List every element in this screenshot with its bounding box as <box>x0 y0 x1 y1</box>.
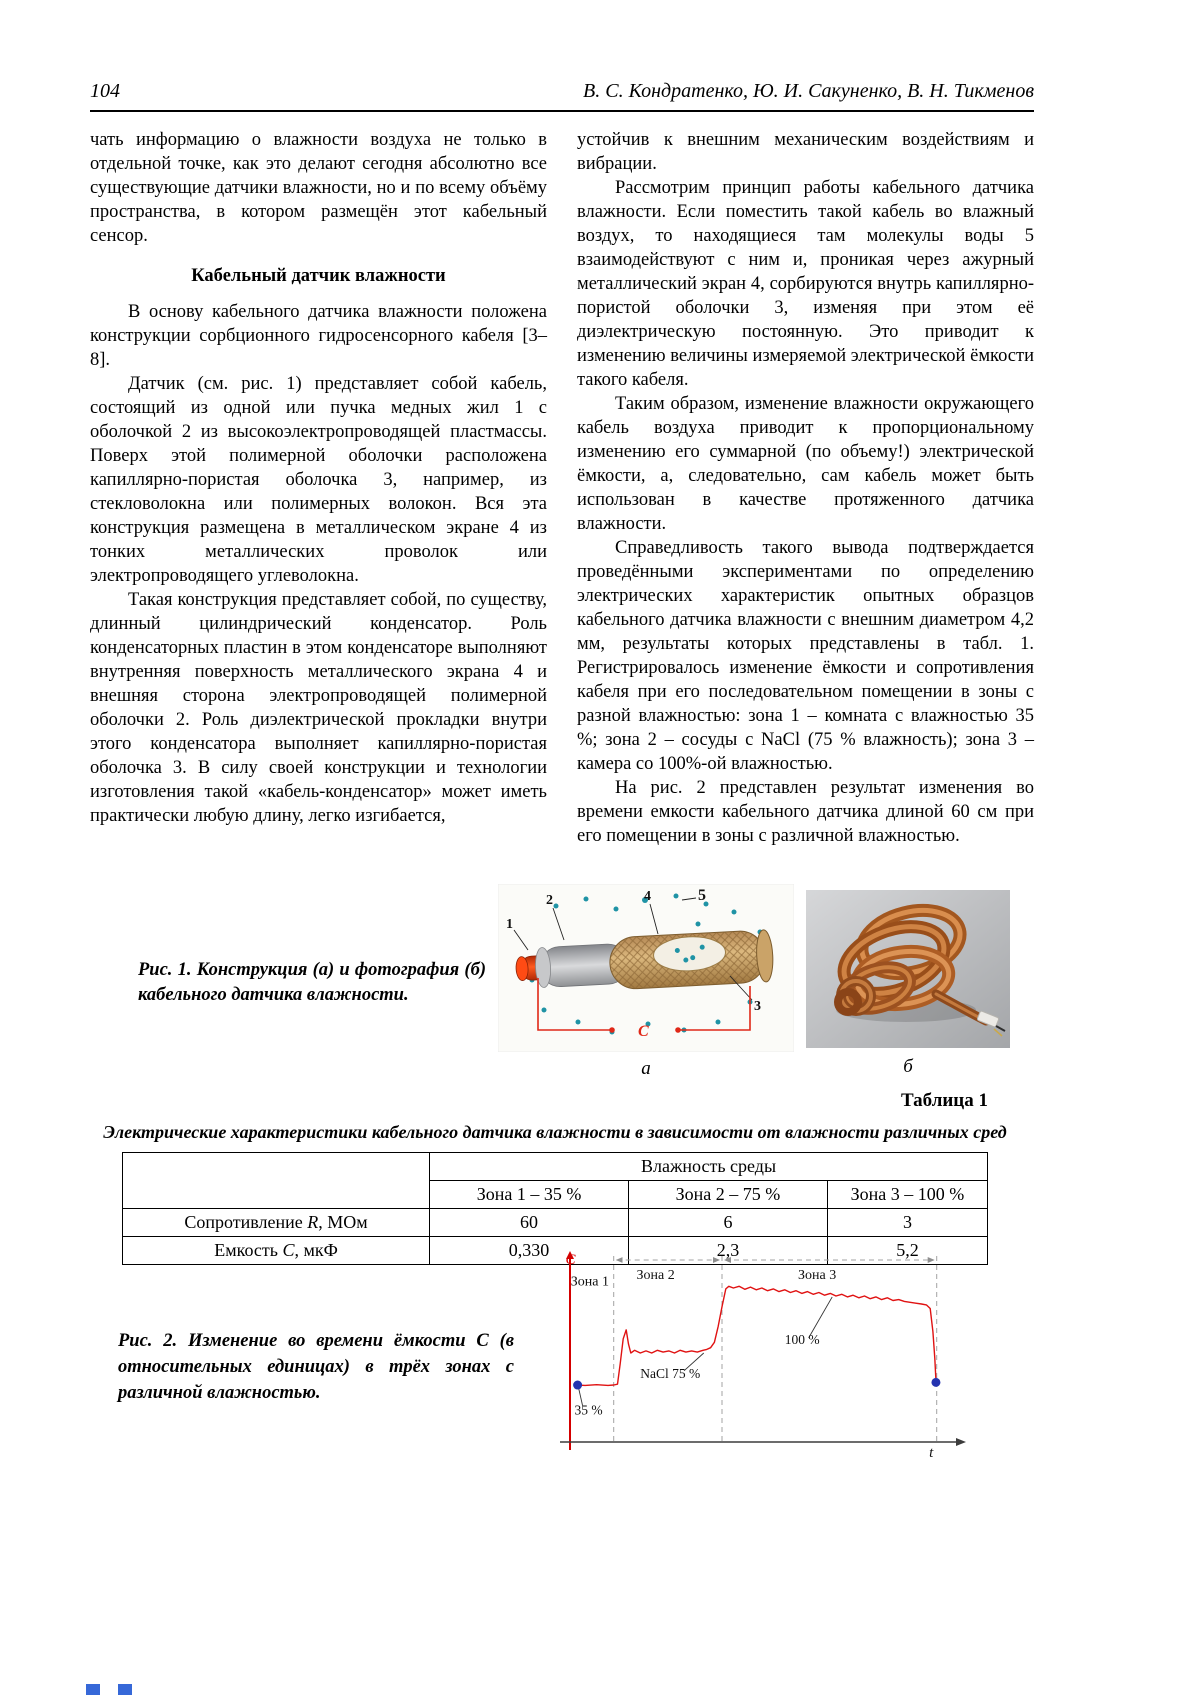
part-label-2: 2 <box>546 893 553 908</box>
page-header <box>90 80 1034 112</box>
zone-3-header-cell: Зона 3 – 100 % <box>827 1181 987 1209</box>
body-columns <box>90 128 1034 848</box>
group-header-cell: Влажность среды <box>430 1153 988 1181</box>
capacitance-label: C <box>638 1023 649 1040</box>
figure-2-chart <box>540 1250 968 1462</box>
svg-text:t: t <box>929 1445 934 1462</box>
artifact-mark <box>86 1684 100 1695</box>
paragraph: Рассмотрим принцип работы кабельного датчика влажности. Если поместить такой кабель во влажный воздух, то находящиеся там молекулы воды 5 взаимодействуют с ним и, проникая через ажурный металлический экран 4, сорбируются внутрь капиллярно-пористой оболочки 3, изменяя при этом её диэлектрическую постоянную. Это приводит к изменению величины измеряемой электрической ёмкости такого кабеля. <box>577 178 1034 390</box>
value-cell: 6 <box>629 1209 828 1237</box>
table-1-caption: Электрические характеристики кабельного датчика влажности в зависимости от влажности различных сред <box>103 1122 1007 1142</box>
authors: В. С. Кондратенко, Ю. И. Сакуненко, В. Н. Тикменов <box>583 80 1034 102</box>
svg-text:Зона 3: Зона 3 <box>798 1268 837 1284</box>
paragraph: Датчик (см. рис. 1) представляет собой кабель, состоящий из одной или пучка медных жил 1 с оболочкой 2 из высокоэлектропроводящей пластмассы. Поверх этой полимерной оболочки расположена капиллярно-пористая оболочка 3, например, из стекловолокна или полимерных волокон. Вся эта конструкция размещена в металлическом экране 4 из тонких металлических проволок или электропроводящего углеволокна. <box>90 374 547 586</box>
table-row <box>123 1209 988 1237</box>
paragraph: На рис. 2 представлен результат изменения во времени емкости кабельного датчика длиной 60 см при его помещении в зоны с различной влажностью. <box>577 778 1034 846</box>
table-1-title: Таблица 1 <box>900 1090 988 1111</box>
value-cell: 60 <box>430 1209 629 1237</box>
circuit-node <box>609 1027 615 1033</box>
row-label-cell <box>123 1237 430 1265</box>
part-label-5: 5 <box>698 887 706 904</box>
zone-1-header-cell: Зона 1 – 35 % <box>430 1181 629 1209</box>
paragraph: Справедливость такого вывода подтверждается проведёнными экспериментами по определению электрических характеристик опытных образцов кабельного датчика влажности с внешним диаметром 4,2 мм, результаты которых представлены в табл. 1. Регистрировалось изменение ёмкости и сопротивления кабеля при его последовательном помещении в зоны с разной влажностью: зона 1 – комната с влажностью 35 %; зона 2 – сосуды с NaCl (75 % влажность); зона 3 – камера со 100%-ой влажностью. <box>577 538 1034 774</box>
table-corner-cell <box>123 1153 430 1209</box>
label-variable: С <box>282 1240 295 1260</box>
part-label-1: 1 <box>506 917 513 932</box>
paragraph: Таким образом, изменение влажности окружающего кабель воздуха приводит к пропорциональному изменению его суммарной (по объему!) электрической ёмкости, а, следовательно, сам кабель может быть использован в качестве протяженного датчика влажности. <box>577 394 1034 534</box>
svg-text:Зона 2: Зона 2 <box>636 1268 675 1284</box>
value-cell: 3 <box>827 1209 987 1237</box>
section-heading: Кабельный датчик влажности <box>191 266 446 286</box>
page-number: 104 <box>90 80 120 102</box>
svg-text:100 %: 100 % <box>784 1332 820 1348</box>
artifact-mark <box>118 1684 132 1695</box>
zone-2-header-cell: Зона 2 – 75 % <box>629 1181 828 1209</box>
paragraph: Такая конструкция представляет собой, по существу, длинный цилиндрический конденсатор. Роль конденсаторных пластин в этом конденсаторе выполняют внутренняя поверхность металлического экрана 4 и внешняя сторона электропроводящей полимерной оболочки 2. Роль диэлектрической прокладки внутри этого конденсатора выполняет капиллярно-пористая оболочка 3. В силу своей конструкции и технологии изготовления такой «кабель-конденсатор» может иметь практически любую длину, легко изгибается, <box>90 590 547 826</box>
table-1 <box>122 1152 988 1265</box>
svg-text:C: C <box>565 1252 576 1268</box>
label-fragment: Емкость <box>214 1240 283 1260</box>
label-fragment: , МОм <box>318 1212 368 1232</box>
figure-1 <box>90 878 1034 1098</box>
value-cell: 0,330 <box>430 1237 629 1265</box>
figure-1b-sublabel: б <box>903 1056 913 1077</box>
right-column <box>577 128 1034 848</box>
label-fragment: Сопротивление <box>184 1212 308 1232</box>
label-fragment: , мкФ <box>294 1240 338 1260</box>
label-variable: R <box>307 1212 319 1232</box>
value-cell: 2,3 <box>629 1237 828 1265</box>
svg-text:35 %: 35 % <box>574 1402 603 1418</box>
paragraph: В основу кабельного датчика влажности положена конструкции сорбционного гидросенсорного кабеля [3–8]. <box>90 302 547 370</box>
row-label-cell <box>123 1209 430 1237</box>
part-label-4: 4 <box>644 889 651 904</box>
svg-text:NaCl 75 %: NaCl 75 % <box>640 1365 701 1381</box>
figure-1b-photo <box>806 890 1010 1048</box>
part-label-3: 3 <box>754 999 761 1014</box>
figure-1a-sublabel: а <box>641 1058 651 1079</box>
paragraph: чать информацию о влажности воздуха не только в отдельной точке, как это делают сегодня абсолютно все существующие датчики влажности, но и по всему объёму пространства, в котором размещён этот кабельный сенсор. <box>90 130 547 246</box>
table-header-row-1 <box>123 1153 988 1181</box>
paragraph: устойчив к внешним механическим воздействиям и вибрации. <box>577 130 1034 174</box>
circuit-node <box>675 1027 681 1033</box>
svg-text:Зона 1: Зона 1 <box>570 1274 609 1290</box>
figure-2-caption: Рис. 2. Изменение во времени ёмкости С (в относительных единицах) в трёх зонах с различной влажностью. <box>118 1331 514 1403</box>
figure-1a-illustration <box>498 884 794 1052</box>
value-cell: 5,2 <box>827 1237 987 1265</box>
left-column <box>90 128 547 848</box>
figure-1-caption: Рис. 1. Конструкция (а) и фотография (б) кабельного датчика влажности. <box>138 960 486 1005</box>
bottom-artifact <box>86 1684 132 1695</box>
